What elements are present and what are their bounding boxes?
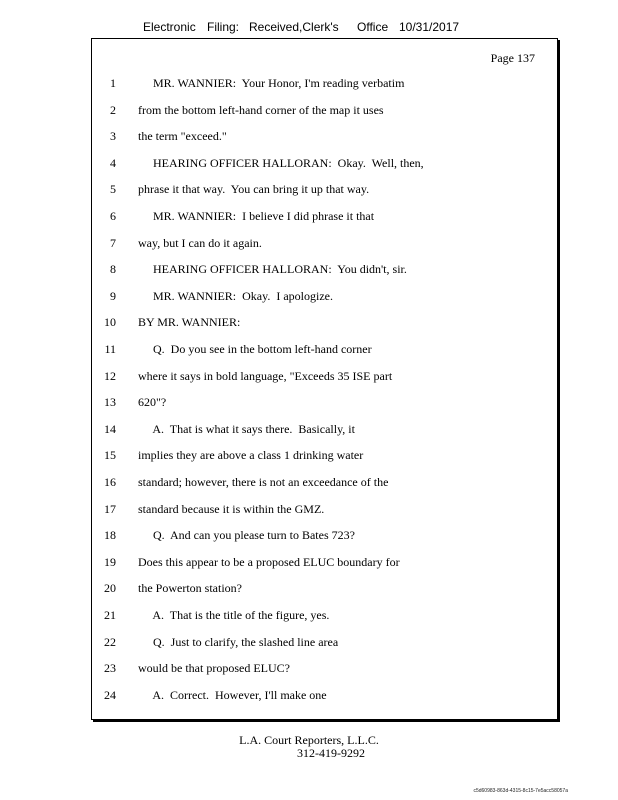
- line-text: HEARING OFFICER HALLORAN: You didn't, sir.: [138, 262, 407, 277]
- line-text: implies they are above a class 1 drinking water: [138, 448, 364, 463]
- line-number: 9: [110, 288, 116, 303]
- header-date: 10/31/2017: [399, 20, 460, 34]
- line-text: the term "exceed.": [138, 129, 227, 144]
- line-text: Q. Just to clarify, the slashed line area: [138, 634, 339, 649]
- line-text: standard; however, there is not an exceedance of the: [138, 475, 389, 489]
- line-text: A. That is what it says there. Basically, it: [138, 421, 355, 436]
- transcript-line: [92, 607, 557, 623]
- transcript-line: [92, 368, 557, 384]
- line-number: 4: [110, 155, 116, 170]
- header-received: Received,Clerk's: [249, 20, 339, 34]
- line-number: 21: [104, 608, 116, 622]
- transcript-line: [92, 102, 557, 118]
- line-text: BY MR. WANNIER:: [138, 315, 241, 330]
- line-number: 18: [104, 528, 116, 543]
- line-number: 17: [104, 501, 116, 516]
- line-text: A. That is the title of the figure, yes.: [138, 608, 330, 622]
- line-number: 13: [104, 395, 116, 410]
- transcript-line: [92, 501, 557, 517]
- line-text: MR. WANNIER: Okay. I apologize.: [138, 288, 333, 303]
- line-text: from the bottom left-hand corner of the map it uses: [138, 102, 384, 117]
- transcript-line: [92, 421, 557, 437]
- header-filing: Filing:: [207, 20, 240, 34]
- line-number: 15: [104, 448, 116, 463]
- line-text: 620"?: [138, 395, 167, 410]
- line-text: MR. WANNIER: Your Honor, I'm reading verbatim: [138, 76, 405, 90]
- line-number: 19: [104, 554, 116, 569]
- line-text: Q. Do you see in the bottom left-hand corner: [138, 342, 372, 356]
- transcript-line: [92, 687, 557, 703]
- line-number: 24: [104, 687, 116, 702]
- line-number: 11: [104, 342, 116, 356]
- line-number: 20: [104, 581, 116, 596]
- line-number: 6: [110, 209, 116, 223]
- line-text: standard because it is within the GMZ.: [138, 501, 325, 516]
- transcript-line: [92, 314, 557, 330]
- transcript-line: [92, 447, 557, 463]
- transcript-page: [91, 38, 558, 720]
- transcript-line: [92, 394, 557, 410]
- line-text: Q. And can you please turn to Bates 723?: [138, 528, 355, 543]
- line-text: MR. WANNIER: I believe I did phrase it that: [138, 209, 375, 223]
- line-number: 14: [104, 421, 116, 436]
- line-text: phrase it that way. You can bring it up that way.: [138, 182, 370, 197]
- page-number: Page 137: [490, 51, 535, 65]
- line-number: 3: [110, 129, 116, 144]
- line-number: 5: [110, 182, 116, 197]
- transcript-line: [92, 580, 557, 596]
- transcript-line: [92, 660, 557, 676]
- line-text: where it says in bold language, "Exceeds 35 ISE part: [138, 368, 393, 383]
- transcript-line: [92, 474, 557, 490]
- transcript-line: [92, 554, 557, 570]
- transcript-line: [92, 181, 557, 197]
- transcript-line: [92, 527, 557, 543]
- line-text: Does this appear to be a proposed ELUC boundary for: [138, 554, 400, 569]
- transcript-line: [92, 634, 557, 650]
- footer-phone: 312-419-9292: [297, 746, 365, 760]
- transcript-line: [92, 208, 557, 224]
- line-number: 22: [104, 634, 116, 649]
- line-number: 10: [104, 315, 116, 330]
- transcript-line: [92, 341, 557, 357]
- line-text: the Powerton station?: [138, 581, 242, 596]
- line-number: 2: [110, 102, 116, 117]
- line-text: way, but I can do it again.: [138, 235, 262, 250]
- line-text: would be that proposed ELUC?: [138, 661, 290, 676]
- line-number: 1: [110, 76, 116, 90]
- transcript-line: [92, 75, 557, 91]
- transcript-line: [92, 288, 557, 304]
- header-electronic: Electronic: [143, 20, 196, 34]
- transcript-line: [92, 261, 557, 277]
- footer-company: L.A. Court Reporters, L.L.C.: [239, 733, 379, 747]
- line-number: 8: [110, 262, 116, 277]
- line-number: 12: [104, 368, 116, 383]
- transcript-line: [92, 155, 557, 171]
- line-number: 23: [104, 661, 116, 676]
- line-number: 7: [110, 235, 116, 250]
- header-office: Office: [357, 20, 389, 34]
- transcript-line: [92, 235, 557, 251]
- document-hash: c5d60983-863d-4315-8c15-7e5acc58057a: [473, 788, 568, 794]
- line-number: 16: [104, 475, 116, 489]
- line-text: A. Correct. However, I'll make one: [138, 687, 327, 702]
- transcript-line: [92, 128, 557, 144]
- line-text: HEARING OFFICER HALLORAN: Okay. Well, then,: [138, 155, 424, 170]
